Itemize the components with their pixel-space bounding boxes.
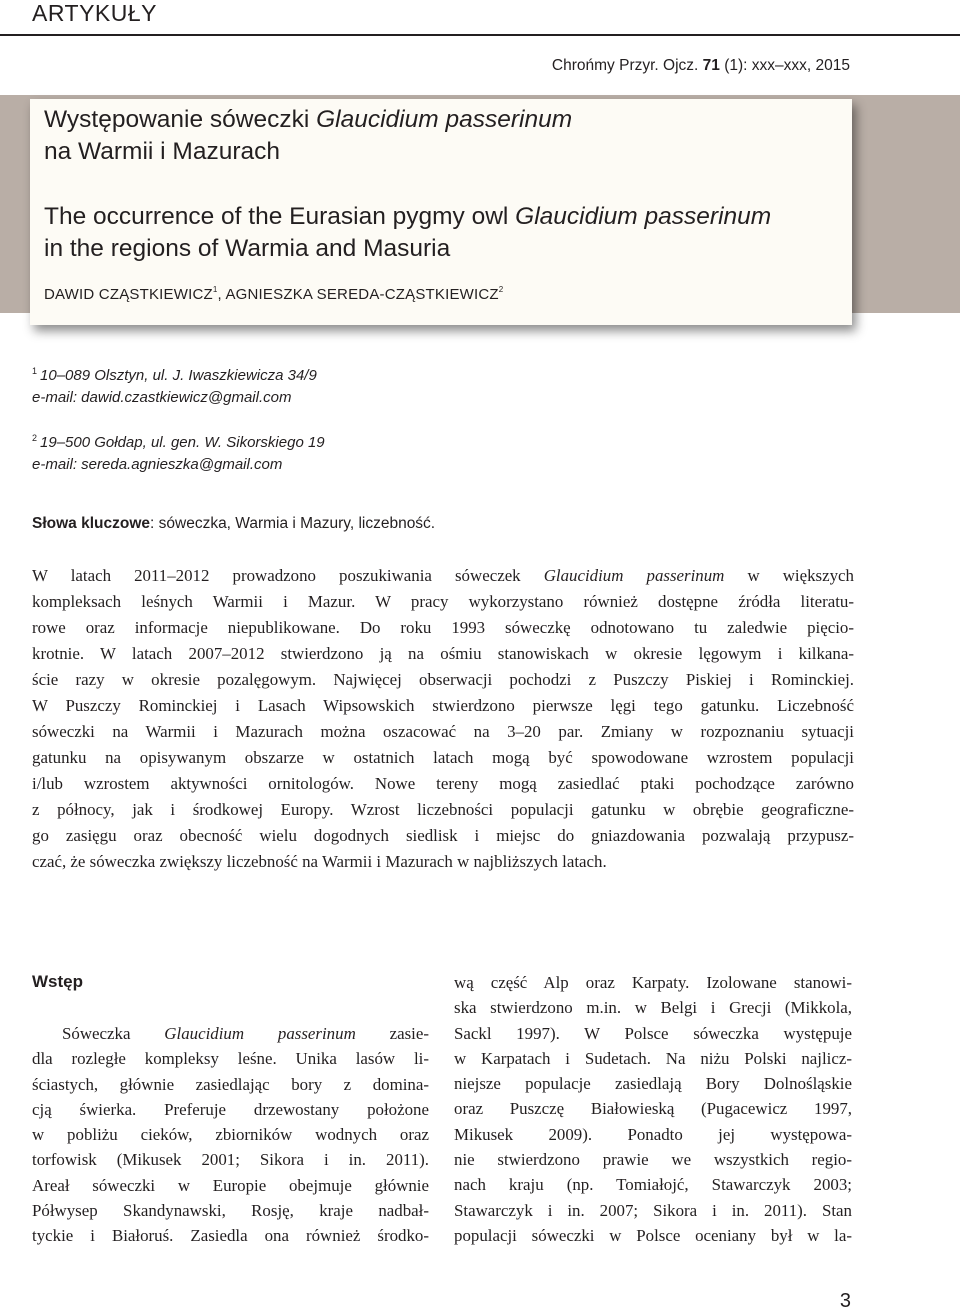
keywords (32, 515, 435, 533)
address-1-mark: 1 (32, 366, 38, 376)
title-en-text: The occurrence of the Eurasian pygmy owl (44, 203, 516, 230)
body-line: torfowisk (Mikusek 2001; Sikora i in. 2011). (32, 1150, 429, 1170)
author-2-mark: 2 (498, 285, 504, 294)
abstract-line: krotnie. W latach 2007–2012 stwierdzono ją na ośmiu stanowiskach w okresie lęgowym i kilkana- (32, 644, 854, 663)
author-separator: , (217, 286, 226, 303)
abstract-line: czać, że sóweczka zwiększy liczebność na Warmii i Mazurach w najbliższych latach. (32, 852, 607, 871)
abstract-line (32, 563, 854, 589)
address-1-street: 10–089 Olsztyn, ul. J. Iwaszkiewicza 34/9 (40, 367, 317, 384)
title-pl-text: Występowanie sóweczki (44, 106, 317, 133)
body-species: Glaucidium passerinum (164, 1024, 356, 1043)
body-line: w Karpatach i Sudetach. Na niżu Polski najlicz- (454, 1048, 852, 1068)
address-2 (32, 427, 325, 476)
body-line: niejsze populacje zasiedlają Bory Dolnośląskie (454, 1074, 852, 1094)
body-line (32, 1021, 429, 1046)
body-line: ściastych, głównie zasiedlając bory z domina- (32, 1074, 429, 1094)
page-number: 3 (839, 1290, 851, 1312)
body-line: cją świerka. Preferuje drzewostany położone (32, 1099, 429, 1119)
author-1: DAWID CZĄSTKIEWICZ (44, 286, 213, 303)
body-line: wą część Alp oraz Karpaty. Izolowane stanowi- (454, 973, 852, 992)
body-line: tyckie i Białoruś. Zasiedla ona również środko- (32, 1226, 429, 1246)
title-box (30, 99, 852, 325)
abstract (32, 563, 854, 875)
body-line: w pobliżu cieków, zbiorników wodnych oraz (32, 1125, 429, 1145)
journal-volume: 71 (702, 57, 720, 74)
abstract-line: ście razy w okresie pozalęgowym. Najwięcej obserwacji pochodzi z Puszczy Piskiej i Rominckiej. (32, 670, 854, 689)
keywords-text: : sóweczka, Warmia i Mazury, liczebność. (150, 515, 436, 532)
address-1-email: e-mail: dawid.czastkiewicz@gmail.com (32, 389, 292, 406)
header-rule (0, 34, 960, 36)
journal-prefix: Chrońmy Przyr. Ojcz. (551, 57, 699, 74)
body-line: dla rozległe kompleksy leśne. Unika lasów li- (32, 1049, 429, 1069)
title-english (44, 201, 849, 265)
body-line: populacji sóweczki w Polsce oceniany był w la- (454, 1225, 852, 1245)
address-2-mark: 2 (32, 433, 38, 443)
journal-suffix: (1): xxx–xxx, 2015 (724, 57, 850, 74)
author-2: AGNIESZKA SEREDA-CZĄSTKIEWICZ (225, 286, 499, 303)
abstract-line: go zasięgu oraz obecność wielu dogodnych siedlisk i miejsc do gniazdowania pozwalają przypusz- (32, 826, 854, 845)
body-text: zasie- (355, 1024, 429, 1043)
body-line: oraz Puszczę Białowieską (Pugacewicz 1997, (454, 1099, 852, 1119)
body-line: Stawarczyk i in. 2007; Sikora i in. 2011). Stan (454, 1200, 852, 1220)
body-line: Areał sóweczki w Europie obejmuje głównie (32, 1175, 429, 1195)
abstract-line: rowe oraz informacje niepublikowane. Do roku 1993 sóweczkę odnotowano tu zaledwie pięcio- (32, 618, 854, 637)
abstract-text: w większych (724, 566, 854, 585)
address-2-email: e-mail: sereda.agnieszka@gmail.com (32, 456, 283, 473)
body-text: Sóweczka (62, 1024, 165, 1043)
abstract-line: gatunku na opisywanym obszarze w ostatnich latach mogą być spowodowane wzrostem populacji (32, 748, 854, 767)
abstract-text: W latach 2011–2012 prowadzono poszukiwania sóweczek (32, 566, 544, 585)
address-2-street: 19–500 Gołdap, ul. gen. W. Sikorskiego 19 (40, 434, 325, 451)
keywords-label: Słowa kluczowe (32, 515, 151, 532)
body-line: ska stwierdzono m.in. w Belgi i Grecji (Mikkola, (454, 998, 852, 1018)
body-line: nach kraju (np. Tomiałojć, Stawarczyk 2003; (454, 1175, 852, 1195)
abstract-line: kompleksach leśnych Warmii i Mazur. W pracy wykorzystano również dostępne źródła literatu- (32, 592, 854, 611)
title-en-text-2: in the regions of Warmia and Masuria (44, 235, 451, 262)
body-line: Mikusek 2009). Ponadto jej występowa- (454, 1124, 852, 1144)
title-pl-species: Glaucidium passerinum (316, 106, 573, 133)
author-1-mark: 1 (212, 285, 218, 294)
intro-heading: Wstęp (32, 972, 83, 991)
body-line: nie stwierdzono prawie we wszystkich regio- (454, 1150, 852, 1170)
abstract-line: W Puszczy Rominckiej i Lasach Wipsowskich stwierdzono pierwsze lęgi tego gatunku. Liczebność (32, 696, 854, 715)
abstract-line: sóweczki na Warmii i Mazurach można oszacować na 3–20 par. Zmiany w rozpoznaniu sytuacji (32, 722, 854, 741)
authors (44, 285, 503, 303)
section-label: ARTYKUŁY (32, 0, 158, 26)
body-line: Sackl 1997). W Polsce sóweczka występuje (454, 1023, 852, 1043)
abstract-line: i/lub wzrostem aktywności ornitologów. Nowe tereny mogą zasiedlać ptaki pochodzące zarówno (32, 774, 854, 793)
abstract-line: z północy, jak i środkowej Europy. Wzrost liczebności populacji gatunku w obrębie geograficzne- (32, 800, 854, 819)
body-line: Półwysep Skandynawski, Rosję, kraje nadbał- (32, 1201, 429, 1221)
address-1 (32, 360, 317, 409)
title-pl-text-2: na Warmii i Mazurach (44, 138, 280, 165)
title-polish (44, 104, 834, 168)
title-en-species: Glaucidium passerinum (515, 203, 772, 230)
journal-reference (552, 57, 850, 75)
intro-column-left (32, 1021, 429, 1249)
intro-column-right (454, 970, 852, 1248)
abstract-species: Glaucidium passerinum (543, 566, 725, 585)
